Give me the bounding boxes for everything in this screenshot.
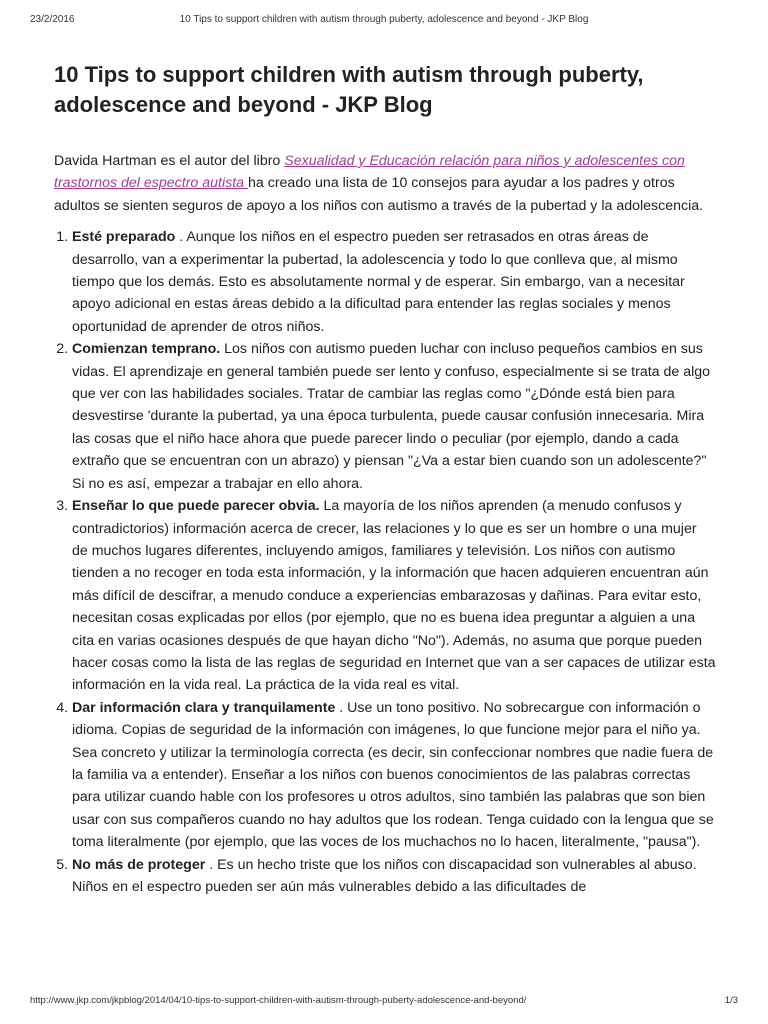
page-number: 1/3 xyxy=(724,995,738,1006)
tip-title: Dar información clara y tranquilamente xyxy=(72,699,336,716)
tip-title: Esté preparado xyxy=(72,229,176,246)
tip-item xyxy=(72,338,716,495)
print-footer xyxy=(30,995,738,1008)
print-date: 23/2/2016 xyxy=(30,14,75,25)
print-header xyxy=(30,14,738,28)
tip-item xyxy=(72,226,716,338)
tip-item xyxy=(72,854,716,899)
article xyxy=(54,60,716,898)
tip-text: La mayoría de los niños aprenden (a menudo confusos y contradictorios) información acerca de crecer, las relaciones y lo que es ser un hombre o una mujer de muchos lugares diferentes, incluyendo amigos, familiares y televisión. Los niños con autismo tienden a no recoger en toda esta información, y la información que hacen adquieren encuentran aún más difícil de descifrar, a menudo conduce a experiencias embarazosas y dañinas. Para evitar esto, necesitan cosas explicadas por ellos (por ejemplo, que no es buena idea preguntar a alguien a una cita en varias ocasiones después de que hayan dicho "No"). Además, no asuma que porque pueden hacer cosas como la lista de las reglas de seguridad en Internet que van a ser capaces de utilizar esta información en la vida real. La práctica de la vida real es vital. xyxy=(72,498,716,694)
intro-text-before: Davida Hartman es el autor del libro xyxy=(54,153,285,169)
article-title: 10 Tips to support children with autism through puberty, adolescence and beyond - JKP Blog xyxy=(54,62,644,117)
article-intro xyxy=(54,150,716,217)
tip-text: . Aunque los niños en el espectro pueden ser retrasados en otras áreas de desarrollo, van a experimentar la pubertad, la adolescencia y todo lo que conlleva que, al mismo tiempo que los demás. Esto es absolutamente normal y de esperar. Sin embargo, van a necesitar apoyo adicional en estas áreas debido a la dificultad para entender las reglas sociales y menos oportunidad de aprender de otros niños. xyxy=(72,229,685,335)
tip-item xyxy=(72,495,716,697)
print-page-title: 10 Tips to support children with autism through puberty, adolescence and beyond - JKP Blog xyxy=(179,14,589,25)
tip-title: Comienzan temprano. xyxy=(72,341,221,358)
tip-text: . Es un hecho triste que los niños con discapacidad son vulnerables al abuso. Niños en el espectro pueden ser aún más vulnerables debido a las dificultades de xyxy=(72,856,697,895)
tip-text: Los niños con autismo pueden luchar con incluso pequeños cambios en sus vidas. El aprendizaje en general también puede ser lento y confuso, especialmente si se trata de algo que ver con las habilidades sociales. Tratar de cambiar las reglas como "¿Dónde está bien para desvestirse 'durante la pubertad, ya una época turbulenta, puede causar confusión innecesaria. Mira las cosas que el niño hace ahora que puede parecer lindo o peculiar (por ejemplo, dando a cada extraño que se encuentran con un abrazo) y piensan "¿Va a estar bien cuando son un adolescente?" Si no es así, empezar a trabajar en ello ahora. xyxy=(72,341,711,492)
book-link[interactable]: Sexualidad y Educación relación para niños y adolescentes con trastornos del espectro autista xyxy=(54,153,685,192)
tip-item xyxy=(72,697,716,854)
page-url: http://www.jkp.com/jkpblog/2014/04/10-tips-to-support-children-with-autism-through-puberty-adolescence-and-beyond/ xyxy=(30,995,527,1006)
tips-list xyxy=(54,226,716,898)
tip-text: . Use un tono positivo. No sobrecargue con información o idioma. Copias de seguridad de la información con imágenes, lo que funcione mejor para el niño ya. Sea concreto y utilizar la terminología correcta (es decir, sin confeccionar nombres que nadie fuera de la familia va a entender). Enseñar a los niños con buenos conocimientos de las palabras correctas para utilizar cuando hable con los profesores u otros adultos, sino también las palabras que son bien usar con sus compañeros cuando no hay adultos que los rodean. Tenga cuidado con la lengua que se toma literalmente (por ejemplo, que las voces de los muchachos no lo hacen, literalmente, "pausa"). xyxy=(72,699,714,851)
tip-title: No más de proteger xyxy=(72,856,206,873)
tip-title: Enseñar lo que puede parecer obvia. xyxy=(72,498,320,515)
intro-text-after: ha creado una lista de 10 consejos para ayudar a los padres y otros adultos se sienten seguros de apoyo a los niños con autismo a través de la pubertad y la adolescencia. xyxy=(54,175,704,214)
